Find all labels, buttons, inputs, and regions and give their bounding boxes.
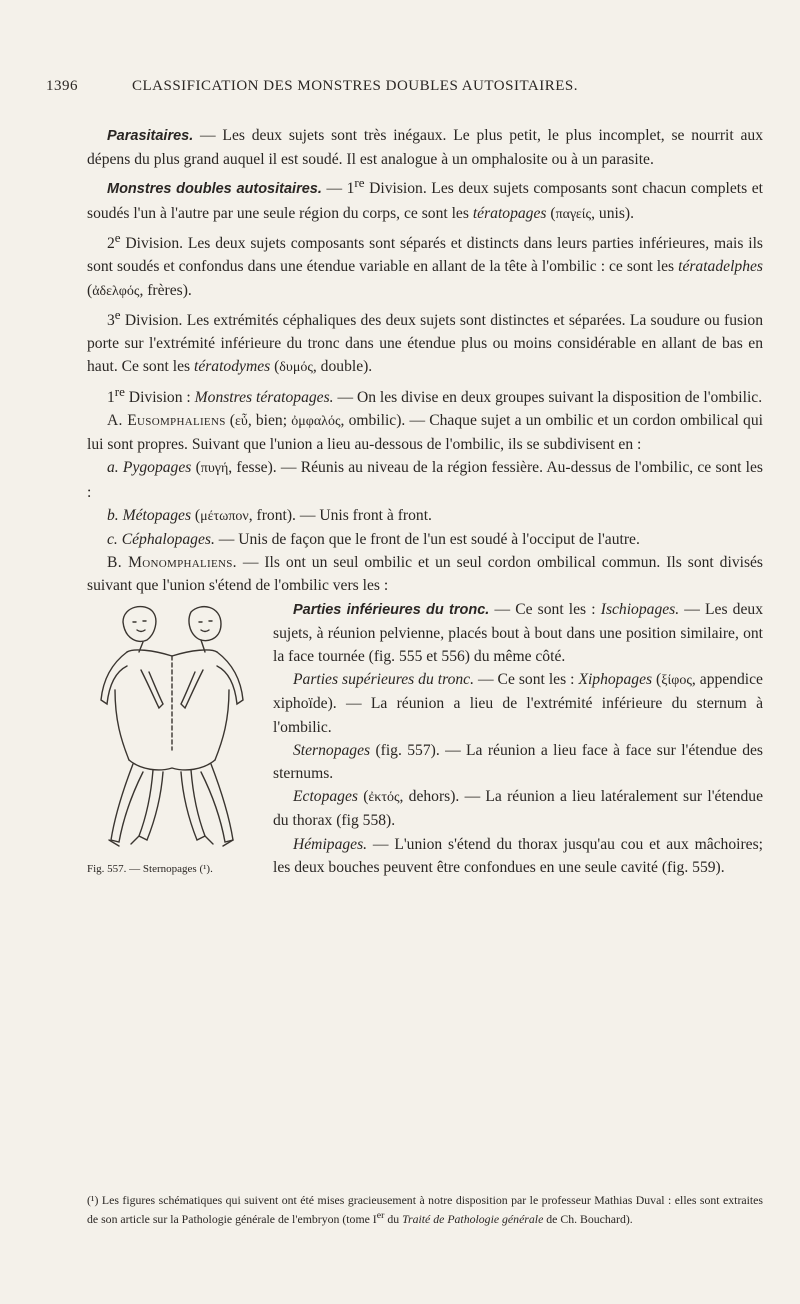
text-hemipages: — L'union s'étend du thorax jusqu'au cou et aux mâchoires; les deux bouches peuvent être confondues en une seule cavité (fig. 559). (273, 835, 763, 876)
greek-word: πυγή (200, 461, 229, 477)
label-parasitaires: Parasitaires. (107, 128, 194, 144)
label-parties-inferieures: Parties inférieures du tronc. (293, 601, 490, 618)
footnote-text-b: du (384, 1211, 403, 1226)
text-eusomphaliens-b: , ombilic). — Chaque sujet a un ombilic et un cordon ombilical qui lui sont propres. Suivant que l'union a lieu au-dessous de l'ombilic, ils se subdivisent en : (87, 411, 763, 454)
greek-word: ξίφος (661, 673, 692, 689)
paren: ( (225, 411, 235, 429)
term-sternopages: Sternopages (293, 741, 371, 759)
figure-sternopages (87, 600, 257, 875)
sup-e: e (114, 306, 121, 322)
greek-word: παγείς (555, 206, 592, 222)
text-sternopages: (fig. 557). — La réunion a lieu face à face sur l'étendue des sternums. (273, 741, 763, 783)
figure-caption (87, 863, 257, 875)
text-division-1-b: — On les divise en deux groupes suivant la disposition de l'ombilic. (333, 388, 763, 406)
text-ectopages: , dehors). — La réunion a lieu latéralement sur l'étendue du thorax (fig 558). (273, 788, 763, 830)
greek-gloss: , double). (312, 358, 373, 376)
paren: ( (270, 358, 280, 376)
footnote-text-a: Les figures schématiques qui suivent ont été mises gracieusement à notre disposition par le professeur Mathias Duval : elles sont extraites de son article sur la Pathologie générale de l'embryon (tome I (87, 1193, 763, 1226)
text-eusomphaliens-a: , bien; (247, 411, 292, 429)
label-autositaires: Monstres doubles autositaires. (107, 181, 322, 198)
footnote-marker: (¹) (87, 1193, 99, 1207)
text-inferieures-a: — Ce sont les : (489, 600, 601, 618)
greek-word: ὀμφαλός (291, 413, 341, 429)
greek-word: ἀδελφός (92, 283, 140, 299)
term-monstres-teratopages: Monstres tératopages. (194, 388, 334, 406)
text-parasitaires: — Les deux sujets sont très inégaux. Le plus petit, le plus incomplet, se nourrit aux dépens du plus grand auquel il est soudé. Il est analogue à un omphalosite ou à un parasite. (87, 127, 763, 169)
greek-word: εὖ (235, 413, 248, 429)
paragraph-cephalopages (87, 528, 763, 551)
text-division-2: Division. Les deux sujets composants sont séparés et distincts dans leurs parties inférieures, mais ils sont soudés et confondus dans une étendue variable en allant de la tête à l'ombilic : ce sont les (87, 235, 763, 276)
paragraph-parasitaires (87, 124, 763, 171)
text-pygopages: , fesse). — Réunis au niveau de la région fessière. Au-dessus de l'ombilic, ce sont les : (87, 459, 763, 501)
paren: ( (191, 506, 201, 524)
greek-word: ἐκτός (368, 790, 400, 806)
page-number: 1396 (46, 78, 78, 94)
term-xiphopages: Xiphopages (578, 671, 653, 689)
greek-word: δυμός (279, 360, 313, 376)
text-division-3: Division. Les extrémités céphaliques des deux sujets sont distinctes et séparées. La soudure ou fusion porte sur l'extrémité inférieure du tronc dans une étendue plus ou moins considérable en allant de bas en haut. Ce sont les (87, 311, 763, 376)
paren: ( (546, 204, 556, 222)
paragraph-autositaires (87, 171, 763, 226)
running-title: CLASSIFICATION DES MONSTRES DOUBLES AUTOSITAIRES. (132, 78, 578, 94)
ordinal: 3 (107, 311, 115, 329)
text-metopages: , front). — Unis front à front. (248, 506, 432, 524)
footnote (87, 1193, 763, 1227)
paragraph-division-1-heading (87, 380, 763, 409)
term-teratopages: tératopages (472, 204, 547, 222)
label-monomphaliens: B. Monomphaliens. (107, 554, 237, 572)
paragraph-monomphaliens (87, 551, 763, 597)
text-monomphaliens: — Ils ont un seul ombilic et un seul cordon ombilical commun. Ils sont divisés suivant que l'union s'étend de l'ombilic vers les : (87, 554, 764, 595)
text-inferieures-b: — Les deux sujets, à réunion pelvienne, placés bout à bout dans une position similaire, ont la face tournée (fig. 555 et 556) du même côté. (273, 600, 763, 666)
paren: ( (191, 459, 201, 477)
sternopages-illustration (93, 600, 251, 852)
greek-word: μέτωπον (200, 508, 249, 524)
ordinal: 1 (107, 388, 115, 406)
paren: ( (87, 281, 93, 299)
text-cephalopages: — Unis de façon que le front de l'un est soudé à l'occiput de l'autre. (214, 531, 640, 548)
greek-gloss: , unis). (591, 204, 634, 222)
sup-e: e (114, 230, 121, 245)
body-text (87, 124, 763, 879)
term-ectopages: Ectopages (293, 788, 358, 806)
paragraph-metopages (87, 504, 763, 528)
paragraph-division-3 (87, 303, 763, 380)
caption-note: (¹). (199, 862, 213, 875)
sup-er: er (376, 1210, 385, 1221)
label-parties-superieures: Parties supérieures du tronc. (293, 671, 474, 689)
label-eusomphaliens: A. Eusomphaliens (107, 411, 226, 429)
ordinal: 2 (107, 235, 115, 253)
text-autositaires-a: — 1 (321, 180, 355, 198)
term-metopages: b. Métopages (107, 506, 192, 524)
footnote-work-title: Traité de Pathologie générale (402, 1211, 544, 1226)
term-ischiopages: Ischiopages. (600, 600, 680, 618)
term-teratadelphes: tératadelphes (678, 258, 763, 276)
paragraph-division-2 (87, 226, 763, 303)
paren: ( (652, 671, 662, 689)
greek-gloss: , frères). (139, 281, 192, 299)
footnote-text-c: de Ch. Bouchard). (543, 1211, 633, 1226)
term-hemipages: Hémipages. (293, 835, 368, 853)
term-pygopages: a. Pygopages (107, 459, 192, 477)
paragraph-eusomphaliens (87, 409, 763, 456)
sup-re: re (114, 383, 125, 399)
caption-text: Fig. 557. — Sternopages (87, 862, 197, 875)
text-superieures-a: — Ce sont les : (474, 671, 579, 689)
text-autositaires-b: Division. Les deux sujets composants sont chacun complets et soudés l'un à l'autre par une seule région du corps, ce sont les (87, 180, 763, 222)
paragraph-pygopages (87, 456, 763, 503)
text-superieures-b: , appendice xiphoïde). — La réunion a lieu de l'extrémité inférieure du sternum à l'ombilic. (273, 671, 763, 736)
paren: ( (357, 788, 369, 806)
term-teratodymes: tératodymes (193, 358, 271, 376)
sup-re: re (354, 175, 365, 191)
term-cephalopages: c. Céphalopages. (107, 531, 215, 548)
text-division-1-a: Division : (124, 388, 195, 406)
